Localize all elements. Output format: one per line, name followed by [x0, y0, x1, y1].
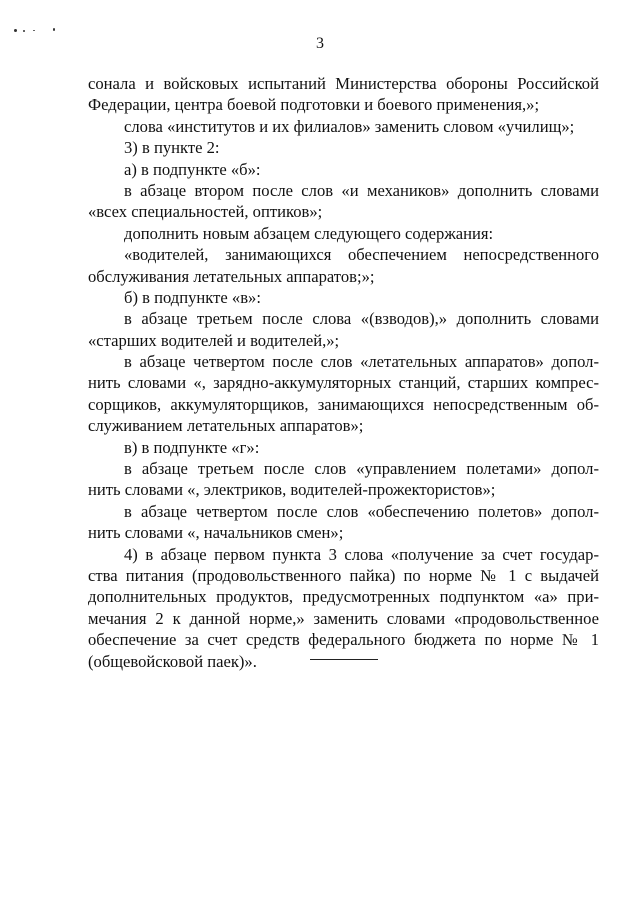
text-line: (общевойсковой паек)».	[88, 651, 257, 671]
text-line: 3) в пункте 2:	[124, 138, 220, 158]
text-line: «старших водителей и водителей,»;	[88, 330, 340, 350]
text-line: нить словами «, зарядно-аккумуляторных станций, старших компрес-	[88, 373, 599, 393]
text-line: служиванием летательных аппаратов»;	[88, 416, 364, 436]
text-line: «всех специальностей, оптиков»;	[88, 202, 323, 222]
text-line: ства питания (продовольственного пайка) по норме № 1 с выдачей	[88, 565, 599, 585]
text-line: слова «институтов и их филиалов» заменить словом «училищ»;	[124, 116, 575, 136]
scan-speck	[14, 29, 17, 32]
text-line: мечания 2 к данной норме,» заменить словами «продовольственное	[88, 608, 599, 628]
text-line: дополнительных продуктов, предусмотренных подпунктом «а» при-	[88, 587, 599, 607]
page-number: 3	[316, 35, 324, 52]
text-line: в абзаце четвертом после слов «летательных аппаратов» допол-	[124, 352, 599, 372]
end-of-document-rule	[310, 659, 378, 660]
text-line: Федерации, центра боевой подготовки и боевого применения,»;	[88, 95, 540, 115]
text-line: сорщиков, аккумуляторщиков, занимающихся непосредственным об-	[88, 394, 599, 414]
text-line: б) в подпункте «в»:	[124, 287, 261, 307]
text-line: а) в подпункте «б»:	[124, 159, 261, 179]
text-line: в абзаце третьем после слова «(взводов),» дополнить словами	[124, 309, 599, 329]
text-line: сонала и войсковых испытаний Министерства обороны Российской	[88, 74, 599, 93]
scan-speck	[23, 30, 25, 32]
scan-speck	[33, 30, 35, 31]
scan-speck	[53, 28, 55, 31]
text-line: «водителей, занимающихся обеспечением непосредственного	[124, 245, 599, 265]
text-line: в абзаце четвертом после слов «обеспечению полетов» допол-	[124, 501, 599, 521]
text-line: обслуживания летательных аппаратов;»;	[88, 266, 375, 286]
document-body	[88, 73, 599, 672]
text-line: в абзаце третьем после слов «управлением полетами» допол-	[124, 459, 599, 479]
text-line: в абзаце втором после слов «и механиков» дополнить словами	[124, 180, 599, 200]
text-line: в) в подпункте «г»:	[124, 437, 260, 457]
text-line: нить словами «, электриков, водителей-прожектористов»;	[88, 480, 496, 500]
text-line: дополнить новым абзацем следующего содержания:	[124, 223, 494, 243]
text-line: обеспечение за счет средств федерального бюджета по норме № 1	[88, 630, 599, 650]
text-line: нить словами «, начальников смен»;	[88, 523, 344, 543]
text-line: 4) в абзаце первом пункта 3 слова «получение за счет государ-	[124, 544, 599, 564]
